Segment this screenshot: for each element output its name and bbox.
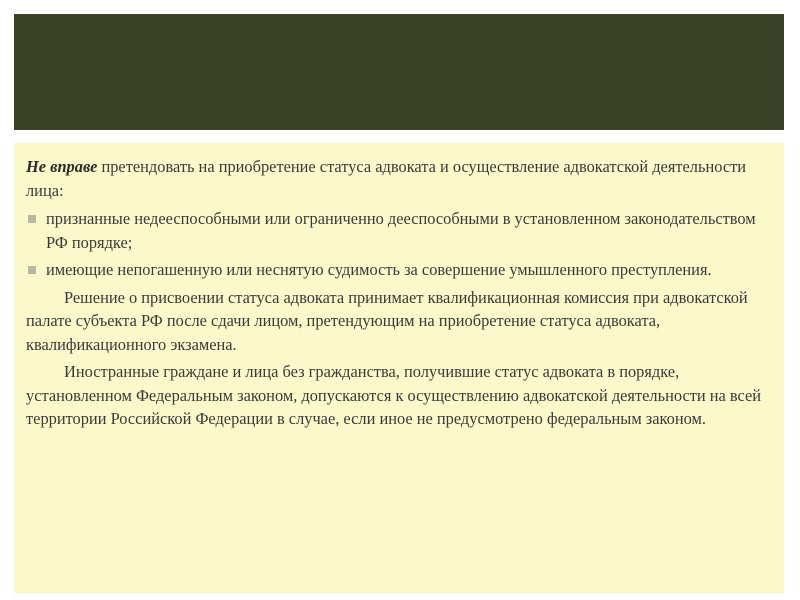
bullet-item bbox=[26, 258, 766, 282]
intro-paragraph bbox=[26, 155, 766, 202]
intro-emphasis: Не вправе bbox=[26, 157, 98, 176]
paragraph-foreign-citizens: Иностранные граждане и лица без гражданства, получившие статус адвоката в порядке, установленном Федеральным законом, допускаются к осуществлению адвокатской деятельности на всей территории Российской Федерации в случае, если иное не предусмотрено федеральным законом. bbox=[26, 362, 762, 428]
header-band bbox=[14, 14, 784, 130]
intro-text: претендовать на приобретение статуса адвоката и осуществление адвокатской деятельности лица: bbox=[26, 157, 747, 200]
square-bullet-icon bbox=[28, 266, 36, 274]
slide-body bbox=[26, 155, 766, 435]
paragraph-qualification: Решение о присвоении статуса адвоката принимает квалификационная комиссия при адвокатской палате субъекта РФ после сдачи лицом, претендующим на приобретение статуса адвоката, квалификационного экзамена. bbox=[26, 287, 748, 354]
bullet-text: имеющие непогашенную или неснятую судимость за совершение умышленного преступления. bbox=[46, 260, 712, 279]
bullet-text: признанные недееспособными или ограниченно дееспособными в установленном законодательством РФ порядке; bbox=[46, 209, 756, 252]
square-bullet-icon bbox=[28, 215, 36, 223]
bullet-item bbox=[26, 207, 766, 254]
